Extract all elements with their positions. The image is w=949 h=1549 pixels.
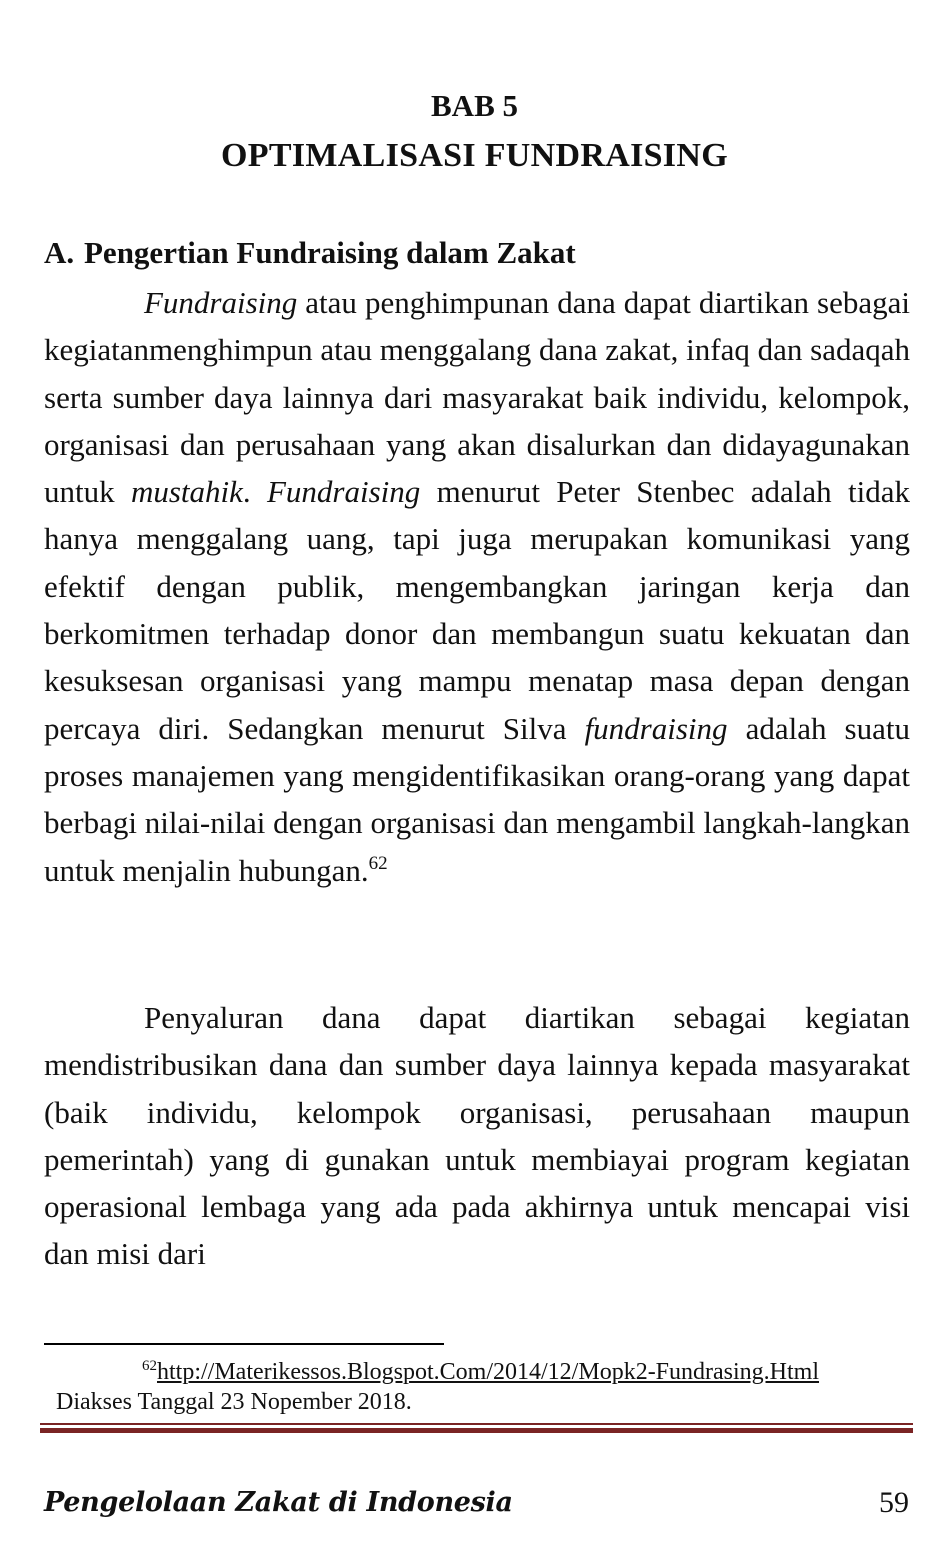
section-title: Pengertian Fundraising dalam Zakat bbox=[84, 235, 576, 270]
running-footer-title: Pengelolaan Zakat di Indonesia bbox=[44, 1487, 513, 1518]
footnote-number: 62 bbox=[142, 1358, 157, 1374]
term-fundraising: fundraising bbox=[584, 710, 728, 746]
paragraph-text: Penyaluran dana dapat diartikan sebagai kegiatan mendistribusikan dana dan sumber daya lainnya kepada masyarakat (baik individu, kelompok organisasi, perusahaan maupun pemerintah) yang di gunakan untuk membiayai program kegiatan operasional lembaga yang ada pada akhirnya untuk mencapai visi dan misi dari bbox=[44, 1000, 910, 1272]
footnote-text: Diakses Tanggal 23 Nopember 2018. bbox=[44, 1389, 412, 1415]
footer-rule-thick bbox=[40, 1428, 913, 1433]
section-heading bbox=[44, 233, 576, 273]
paragraph-text: atau penghimpunan dana dapat diartikan sebagai kegiatanmenghimpun atau menggalang dana zakat, infaq dan sadaqah serta sumber daya lainnya dari masyarakat baik individu, kelompok, organisasi dan perusahaan yang akan disalurkan dan didayagunakan untuk bbox=[44, 285, 910, 510]
paragraph-text: adalah suatu proses manajemen yang mengidentifikasikan orang-orang yang dapat berbagi nilai-nilai dengan organisasi dan mengambil langkah-langkan untuk menjalin hubungan. bbox=[44, 710, 910, 888]
footnote-link[interactable]: http://Materikessos.Blogspot.Com/2014/12/Mopk2-Fundrasing.Html bbox=[157, 1359, 820, 1385]
footnote-separator bbox=[44, 1343, 444, 1345]
page-number: 59 bbox=[879, 1486, 909, 1519]
term-mustahik: mustahik bbox=[130, 474, 243, 510]
term-fundraising: Fundraising bbox=[266, 474, 421, 510]
paragraph-penyaluran bbox=[44, 994, 910, 1286]
footnote-reference[interactable]: 62 bbox=[368, 852, 388, 874]
section-letter: A. bbox=[44, 235, 75, 270]
footnote bbox=[44, 1357, 910, 1417]
chapter-number: BAB 5 bbox=[431, 88, 518, 123]
chapter-title: OPTIMALISASI FUNDRAISING bbox=[221, 137, 728, 174]
footer-rule-thin bbox=[40, 1423, 913, 1425]
paragraph-fundraising-definition bbox=[44, 279, 910, 894]
term-fundraising: Fundraising bbox=[144, 285, 298, 320]
paragraph-text: menurut Peter Stenbec adalah tidak hanya menggalang uang, tapi juga merupakan komunikasi yang efektif dengan publik, mengembangkan jaringan kerja dan berkomitmen terhadap donor dan membangun suatu kekuatan dan kesuksesan organisasi yang mampu menatap masa depan dengan percaya diri. Sedangkan menurut Silva bbox=[44, 474, 910, 746]
paragraph-text: . bbox=[242, 474, 267, 510]
